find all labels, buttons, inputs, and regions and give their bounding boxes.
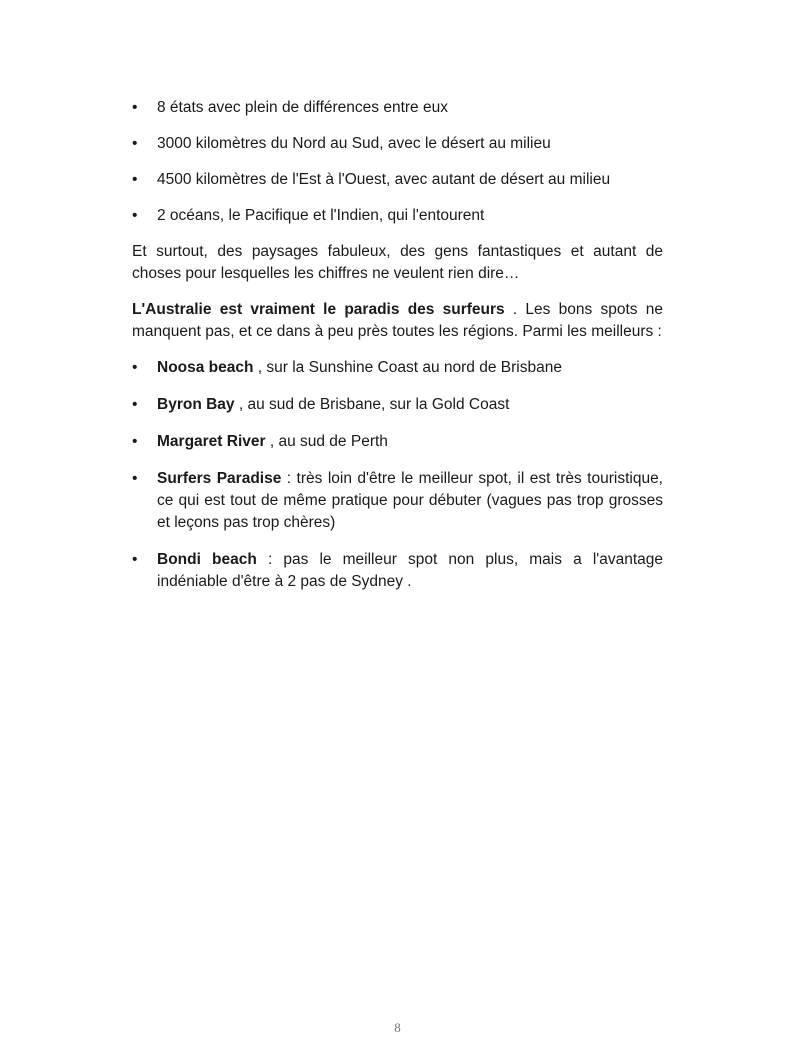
bullet-icon: • <box>132 99 138 116</box>
bullet-icon: • <box>132 470 138 487</box>
list-item <box>132 205 663 227</box>
bullet-icon: • <box>132 359 138 376</box>
spot-description: : pas le meilleur spot non plus, mais a l'avantage indéniable d'être à 2 pas de Sydney . <box>157 551 663 590</box>
bullet-icon: • <box>132 135 138 152</box>
bullet-icon: • <box>132 171 138 188</box>
list-item-text: 8 états avec plein de différences entre eux <box>157 99 448 116</box>
spot-name: Surfers Paradise <box>157 470 282 487</box>
list-item <box>132 468 663 534</box>
surf-spots-list <box>132 357 663 593</box>
list-item <box>132 549 663 593</box>
paragraph-surf-intro <box>132 299 663 343</box>
list-item <box>132 357 663 379</box>
paragraph-surf-intro-rest: . Les bons spots ne manquent pas, et ce dans à peu près toutes les régions. Parmi les meilleurs : <box>132 301 663 340</box>
bullet-icon: • <box>132 396 138 413</box>
page-number: 8 <box>394 1020 401 1035</box>
list-item <box>132 169 663 191</box>
document-body <box>132 97 663 608</box>
paragraph-landscapes: Et surtout, des paysages fabuleux, des gens fantastiques et autant de choses pour lesquelles les chiffres ne veulent rien dire… <box>132 243 663 282</box>
list-item <box>132 133 663 155</box>
bullet-icon: • <box>132 207 138 224</box>
spot-description: : très loin d'être le meilleur spot, il est très touristique, ce qui est tout de même pratique pour débuter (vagues pas trop grosses et leçons pas trop chères) <box>157 470 663 531</box>
spot-name: Margaret River <box>157 433 266 450</box>
list-item-text: 4500 kilomètres de l'Est à l'Ouest, avec autant de désert au milieu <box>157 171 611 188</box>
list-item <box>132 431 663 453</box>
bullet-icon: • <box>132 433 138 450</box>
spot-description: , au sud de Brisbane, sur la Gold Coast <box>234 396 510 413</box>
spot-name: Bondi beach <box>157 551 257 568</box>
list-item <box>132 97 663 119</box>
list-item-text: 2 océans, le Pacifique et l'Indien, qui l'entourent <box>157 207 485 224</box>
list-item-text: 3000 kilomètres du Nord au Sud, avec le désert au milieu <box>157 135 551 152</box>
bullet-icon: • <box>132 551 138 568</box>
spot-name: Noosa beach <box>157 359 254 376</box>
paragraph-surf-intro-bold: L'Australie est vraiment le paradis des surfeurs <box>132 301 505 318</box>
list-item <box>132 394 663 416</box>
facts-list <box>132 97 663 227</box>
spot-description: , au sud de Perth <box>265 433 388 450</box>
spot-description: , sur la Sunshine Coast au nord de Brisbane <box>253 359 562 376</box>
spot-name: Byron Bay <box>157 396 235 413</box>
